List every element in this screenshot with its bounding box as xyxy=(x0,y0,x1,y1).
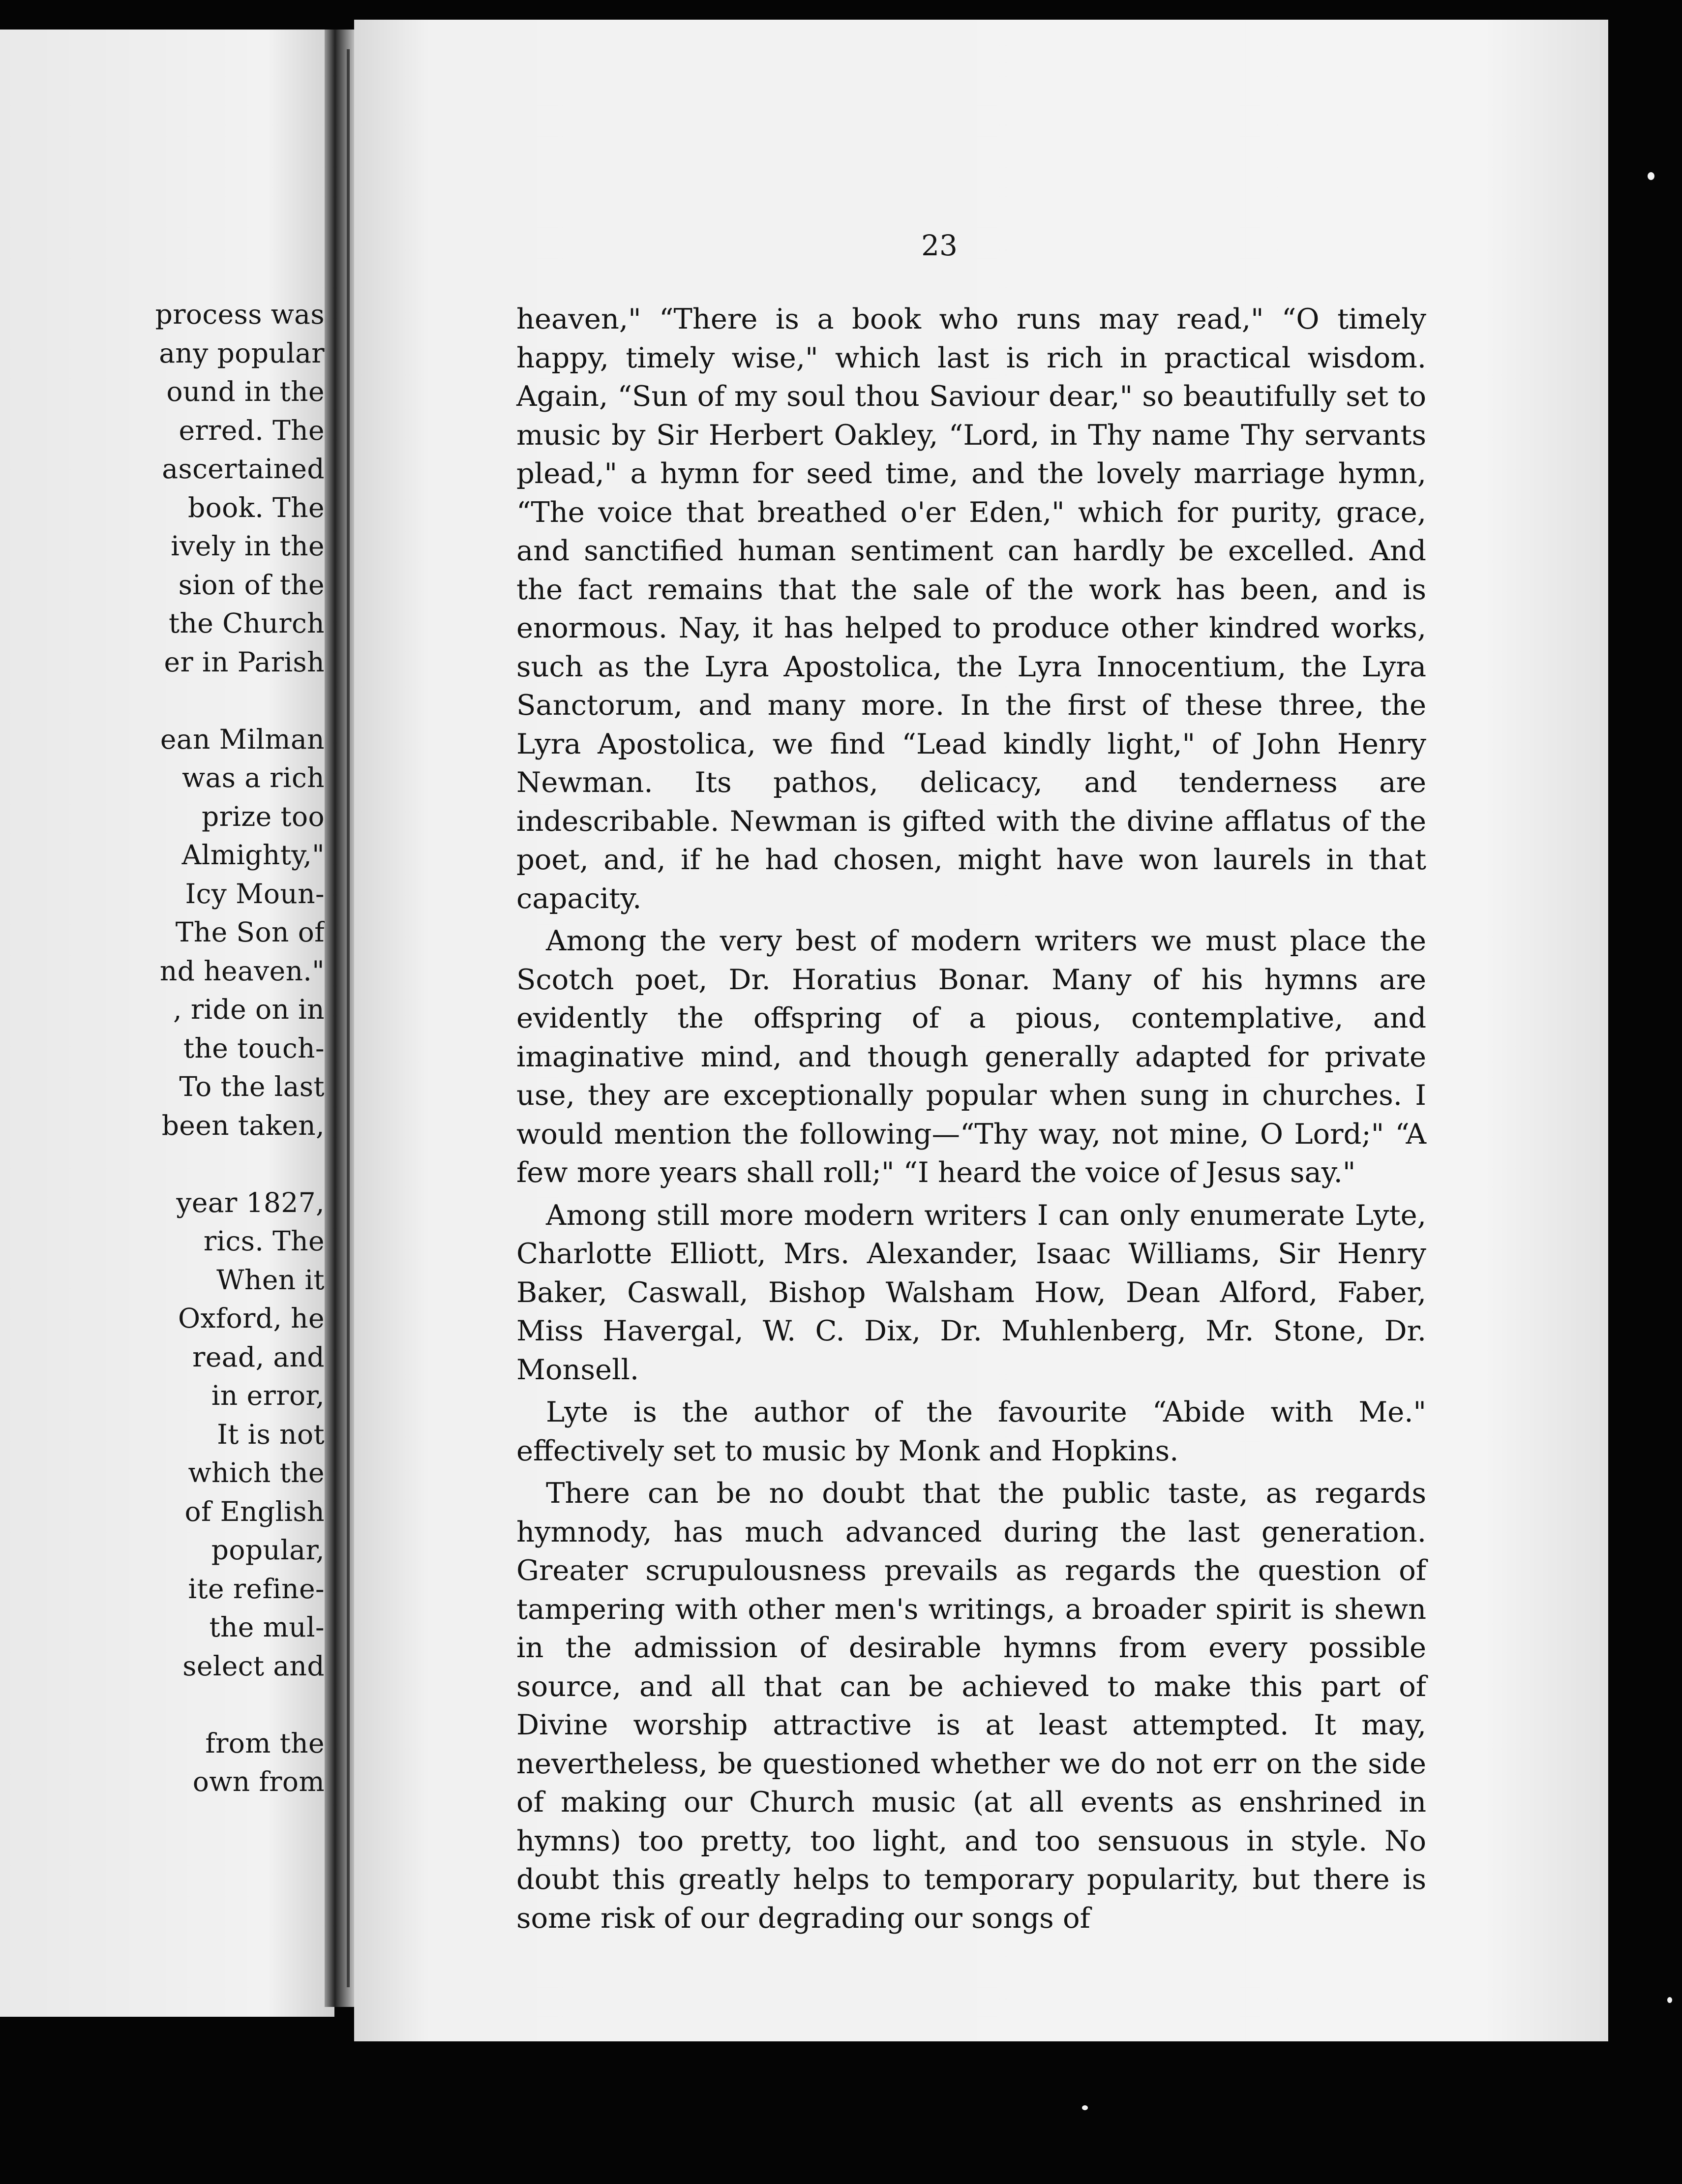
facing-page-line: the mul- xyxy=(209,1611,325,1643)
facing-page-line: ively in the xyxy=(171,530,325,562)
facing-page-line: It is not xyxy=(217,1418,325,1450)
facing-page-line: nd heaven." xyxy=(159,955,325,987)
facing-page-line: year 1827, xyxy=(176,1186,325,1218)
facing-page-line: erred. The xyxy=(179,414,325,446)
facing-page-line: book. The xyxy=(188,491,325,523)
facing-page-line: Almighty," xyxy=(181,839,325,871)
scan-speck xyxy=(1648,172,1654,180)
facing-page-line xyxy=(0,1145,325,1183)
facing-page-line: , ride on in xyxy=(173,994,325,1025)
facing-page-line: process was xyxy=(155,299,325,330)
facing-page-line: Oxford, he xyxy=(178,1303,325,1334)
facing-page-line xyxy=(0,1685,325,1724)
paragraph-lyte: Lyte is the author of the favourite “Abide with Me." effectively set to music by Monk and Hopkins. xyxy=(516,1395,1426,1467)
facing-page-line: ascertained xyxy=(162,453,325,485)
facing-page-line: the touch- xyxy=(183,1032,325,1064)
facing-page-line: which the xyxy=(188,1457,325,1488)
facing-page-line: sion of the xyxy=(178,569,325,601)
facing-page-line xyxy=(0,681,325,720)
spine-shadow xyxy=(347,49,350,1987)
facing-page-line: rics. The xyxy=(203,1225,325,1257)
facing-page-text xyxy=(0,295,325,1801)
facing-page-line: Icy Moun- xyxy=(185,878,325,910)
facing-page-line: in error, xyxy=(211,1380,325,1411)
binding-gutter xyxy=(325,30,354,2007)
facing-page-line: er in Parish xyxy=(164,646,325,678)
facing-page-line: been taken, xyxy=(161,1109,325,1141)
facing-page-line: To the last xyxy=(179,1071,325,1102)
facing-page-line: was a rich xyxy=(182,762,325,793)
facing-page-line: the Church xyxy=(168,607,325,639)
page-23 xyxy=(354,20,1608,2041)
facing-page-line: own from xyxy=(192,1766,325,1797)
paragraph-modern-writers: Among still more modern writers I can only enumerate Lyte, Charlotte Elliott, Mrs. Alexander, Isaac Williams, Sir Henry Baker, Caswall, Bishop Walsham How, Dean Alford, Faber, Miss Havergal, W. C. Dix, Dr. Muhlenberg, Mr. Stone, Dr. Monsell. xyxy=(516,1198,1426,1386)
scan-speck xyxy=(1082,2105,1088,2110)
page-body xyxy=(516,300,1426,1941)
facing-page-line: When it xyxy=(216,1264,325,1296)
facing-page-left xyxy=(0,30,334,2017)
facing-page-line: ound in the xyxy=(166,376,325,407)
facing-page-line: of English xyxy=(184,1495,325,1527)
facing-page-line: select and xyxy=(182,1650,325,1682)
facing-page-line: popular, xyxy=(211,1534,325,1566)
facing-page-line: read, and xyxy=(192,1341,325,1373)
paragraph-public-taste: There can be no doubt that the public taste, as regards hymnody, has much advanced during the last generation. Greater scrupulousness prevails as regards the question of tampering with other men's writings, a broader spirit is shewn in the admission of desirable hymns from every possible source, and all that can be achieved to make this part of Divine worship attractive is at least attempted. It may, nevertheless, be questioned whether we do not err on the side of making our Church music (at all events as enshrined in hymns) too pretty, too light, and too sensuous in style. No doubt this greatly helps to temporary popularity, but there is some risk of our degrading our songs of xyxy=(516,1477,1426,1935)
facing-page-line: ean Milman xyxy=(160,723,325,755)
facing-page-line: prize too xyxy=(201,800,325,832)
page-number: 23 xyxy=(921,229,958,262)
paragraph-bonar: Among the very best of modern writers we must place the Scotch poet, Dr. Horatius Bonar. Many of his hymns are evidently the offspring of a pious, contemplative, and imaginative mind, and though generally adapted for private use, they are exceptionally popular when sung in churches. I would mention the following—“Thy way, not mine, O Lord;" “A few more years shall roll;" “I heard the voice of Jesus say." xyxy=(516,924,1426,1189)
paragraph-continuation: heaven," “There is a book who runs may read," “O timely happy, timely wise," which last is rich in practical wisdom. Again, “Sun of my soul thou Saviour dear," so beautifully set to music by Sir Herbert Oakley, “Lord, in Thy name Thy servants plead," a hymn for seed time, and the lovely marriage hymn, “The voice that breathed o'er Eden," which for purity, grace, and sanctified human sentiment can hardly be excelled. And the fact remains that the sale of the work has been, and is enormous. Nay, it has helped to produce other kindred works, such as the Lyra Apostolica, the Lyra Innocentium, the Lyra Sanctorum, and many more. In the first of these three, the Lyra Apostolica, we find “Lead kindly light," of John Henry Newman. Its pathos, delicacy, and tenderness are indescribable. Newman is gifted with the divine afflatus of the poet, and, if he had chosen, might have won laurels in that capacity. xyxy=(516,303,1426,915)
facing-page-line: any popular xyxy=(159,337,325,369)
facing-page-line: from the xyxy=(205,1727,325,1759)
facing-page-line: ite refine- xyxy=(188,1573,325,1605)
facing-page-line: The Son of xyxy=(175,916,325,948)
scan-speck xyxy=(1667,1997,1672,2003)
